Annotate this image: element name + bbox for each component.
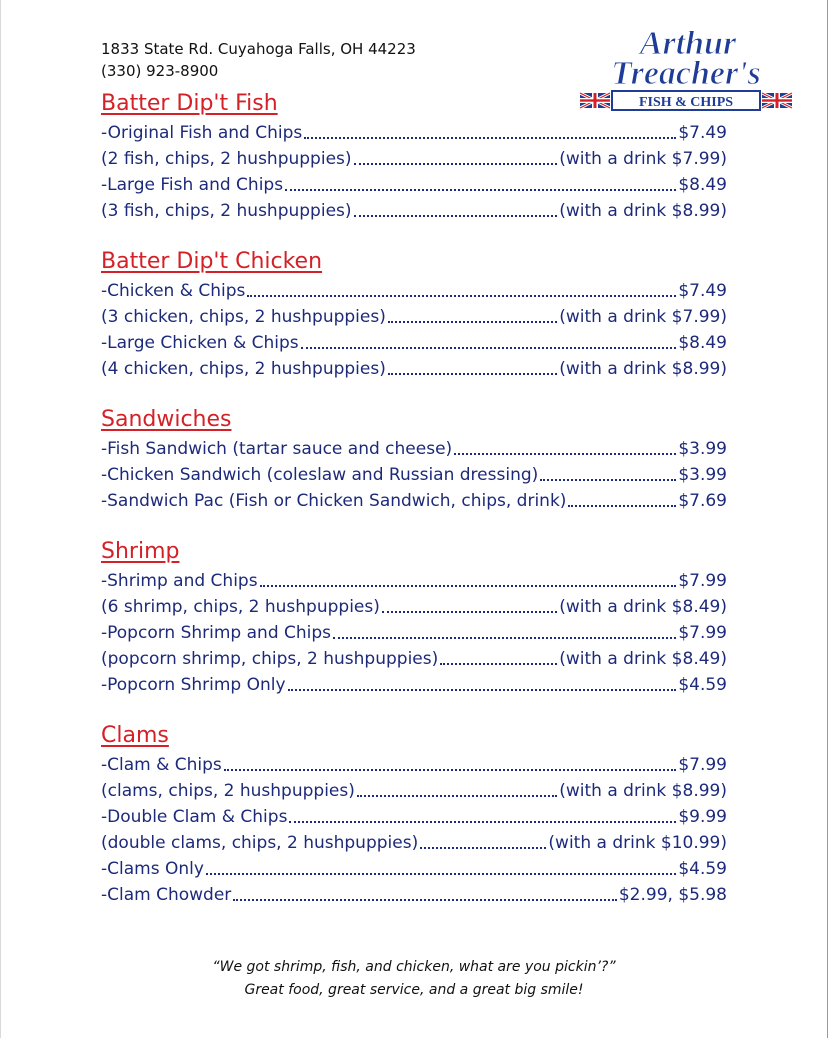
menu-item-price: (with a drink $8.49)	[559, 649, 727, 669]
dot-leader	[382, 610, 557, 613]
menu-item-label: -Large Chicken & Chips	[101, 333, 299, 353]
menu-item-price: (with a drink $7.99)	[559, 307, 727, 327]
menu-item	[101, 804, 727, 830]
menu-item-price: $4.59	[678, 859, 727, 879]
dot-leader	[357, 794, 557, 797]
logo-line-2: Treacher's	[611, 55, 761, 92]
menu	[101, 88, 727, 908]
menu-item	[101, 462, 727, 488]
section-title: Clams	[101, 723, 169, 748]
phone-number: (330) 923-8900	[101, 62, 219, 80]
menu-item	[101, 278, 727, 304]
dot-leader	[233, 898, 617, 901]
dot-leader	[454, 452, 676, 455]
menu-section-batter-dip-t-chicken	[101, 246, 727, 382]
footer-tagline: Great food, great service, and a great big smile!	[244, 982, 584, 998]
menu-item	[101, 120, 727, 146]
dot-leader	[289, 820, 676, 823]
menu-item-price: $8.49	[678, 333, 727, 353]
menu-section-shrimp	[101, 536, 727, 698]
menu-item-label: (clams, chips, 2 hushpuppies)	[101, 781, 355, 801]
menu-item-label: -Shrimp and Chips	[101, 571, 258, 591]
menu-item-price: (with a drink $10.99)	[548, 833, 727, 853]
menu-item-label: -Large Fish and Chips	[101, 175, 284, 195]
menu-item	[101, 488, 727, 514]
menu-item-label: (3 fish, chips, 2 hushpuppies)	[101, 201, 352, 221]
menu-item-label: -Popcorn Shrimp and Chips	[101, 623, 332, 643]
menu-item-price: $2.99, $5.98	[618, 885, 727, 905]
menu-item-label: -Popcorn Shrimp Only	[101, 675, 286, 695]
menu-item	[101, 830, 727, 856]
menu-item-label: -Clam Chowder	[101, 885, 232, 905]
menu-item	[101, 304, 727, 330]
menu-section-batter-dip-t-fish	[101, 88, 727, 224]
dot-leader	[224, 768, 677, 771]
menu-item-price: $7.49	[678, 281, 727, 301]
menu-item-price: $7.99	[678, 571, 727, 591]
dot-leader	[301, 346, 677, 349]
menu-item-price: $8.49	[678, 175, 727, 195]
dot-leader	[285, 188, 676, 191]
menu-item-label: (6 shrimp, chips, 2 hushpuppies)	[101, 597, 380, 617]
menu-item-price: (with a drink $8.99)	[559, 201, 727, 221]
dot-leader	[388, 372, 557, 375]
logo-tagline: FISH & CHIPS	[638, 95, 734, 110]
menu-item	[101, 594, 727, 620]
menu-item	[101, 172, 727, 198]
menu-item-price: $4.59	[678, 675, 727, 695]
menu-item-label: (double clams, chips, 2 hushpuppies)	[101, 833, 419, 853]
menu-item-label: -Fish Sandwich (tartar sauce and cheese)	[101, 439, 453, 459]
menu-item	[101, 778, 727, 804]
menu-item-label: (2 fish, chips, 2 hushpuppies)	[101, 149, 352, 169]
dot-leader	[388, 320, 557, 323]
menu-item	[101, 752, 727, 778]
menu-item-label: (popcorn shrimp, chips, 2 hushpuppies)	[101, 649, 439, 669]
address: 1833 State Rd. Cuyahoga Falls, OH 44223	[101, 40, 416, 58]
dot-leader	[354, 214, 558, 217]
footer	[0, 956, 828, 1002]
footer-quote: “We got shrimp, fish, and chicken, what are you pickin’?”	[212, 959, 616, 975]
menu-item	[101, 646, 727, 672]
menu-item-price: (with a drink $8.49)	[559, 597, 727, 617]
menu-item	[101, 356, 727, 382]
union-jack-flag-right-icon	[762, 93, 792, 108]
menu-item-label: -Sandwich Pac (Fish or Chicken Sandwich, chips, drink)	[101, 491, 567, 511]
menu-item-price: $3.99	[678, 439, 727, 459]
menu-item-price: $3.99	[678, 465, 727, 485]
menu-item	[101, 330, 727, 356]
menu-item-label: -Original Fish and Chips	[101, 123, 303, 143]
menu-item	[101, 568, 727, 594]
menu-item	[101, 856, 727, 882]
dot-leader	[247, 294, 676, 297]
restaurant-contact	[101, 38, 416, 82]
menu-item	[101, 882, 727, 908]
menu-item-price: $7.69	[678, 491, 727, 511]
menu-item-price: (with a drink $8.99)	[559, 359, 727, 379]
dot-leader	[260, 584, 677, 587]
menu-section-sandwiches	[101, 404, 727, 514]
logo-line-1: Arthur	[639, 25, 737, 62]
menu-item	[101, 436, 727, 462]
menu-item-label: -Chicken & Chips	[101, 281, 246, 301]
dot-leader	[304, 136, 676, 139]
menu-item-price: $7.99	[678, 623, 727, 643]
section-title: Batter Dip't Chicken	[101, 249, 323, 274]
dot-leader	[420, 846, 546, 849]
menu-item-price: $9.99	[678, 807, 727, 827]
menu-item-label: -Clams Only	[101, 859, 204, 879]
menu-item-price: $7.99	[678, 755, 727, 775]
dot-leader	[206, 872, 676, 875]
dot-leader	[568, 504, 676, 507]
menu-item-price: (with a drink $8.99)	[559, 781, 727, 801]
dot-leader	[288, 688, 677, 691]
menu-item-label: -Double Clam & Chips	[101, 807, 288, 827]
menu-item	[101, 198, 727, 224]
menu-item	[101, 672, 727, 698]
menu-item-price: $7.49	[678, 123, 727, 143]
menu-item	[101, 620, 727, 646]
dot-leader	[540, 478, 676, 481]
section-title: Batter Dip't Fish	[101, 91, 278, 116]
menu-section-clams	[101, 720, 727, 908]
menu-item-label: (4 chicken, chips, 2 hushpuppies)	[101, 359, 386, 379]
menu-item-price: (with a drink $7.99)	[559, 149, 727, 169]
section-title: Sandwiches	[101, 407, 232, 432]
section-title: Shrimp	[101, 539, 180, 564]
dot-leader	[333, 636, 676, 639]
menu-item	[101, 146, 727, 172]
dot-leader	[354, 162, 558, 165]
dot-leader	[440, 662, 557, 665]
menu-item-label: -Clam & Chips	[101, 755, 222, 775]
menu-item-label: (3 chicken, chips, 2 hushpuppies)	[101, 307, 386, 327]
menu-item-label: -Chicken Sandwich (coleslaw and Russian dressing)	[101, 465, 539, 485]
